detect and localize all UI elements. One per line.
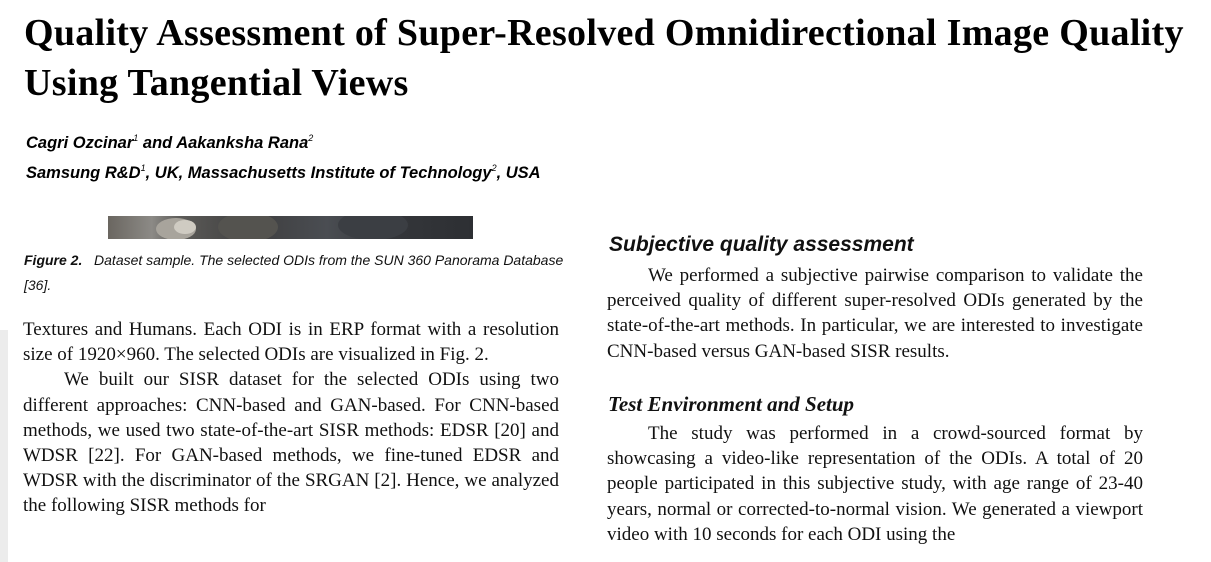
section-heading: Subjective quality assessment	[609, 233, 914, 256]
author-name: Aakanksha Rana	[176, 134, 309, 152]
figure-label: Figure 2.	[24, 252, 83, 268]
body-paragraph: We built our SISR dataset for the selected ODIs using two different approaches: CNN-based and GAN-based. For CNN-based methods, we used two state-of-the-art SISR methods: EDSR [20] and WDSR [22]. For GAN-based methods, we fine-tuned EDSR and WDSR with the discriminator of the SRGAN [2]. Hence, we analyzed the following SISR methods for	[23, 369, 559, 517]
page-gutter	[0, 330, 8, 562]
body-paragraph: Textures and Humans. Each ODI is in ERP format with a resolution size of 1920×960. The selected ODIs are visualized in Fig. 2.	[23, 319, 559, 366]
author-conjunction: and	[138, 134, 177, 152]
right-column	[607, 263, 1143, 364]
figure-caption	[24, 248, 564, 298]
author-name: Cagri Ozcinar	[26, 134, 134, 152]
body-paragraph: The study was performed in a crowd-sourced format by showcasing a video-like representation of the ODIs. A total of 20 people participated in this subjective study, with age range of 23-40 years, normal or corrected-to-normal vision. We generated a viewport video with 10 seconds for each ODI using the	[607, 423, 1143, 545]
affiliation-mark: 1	[140, 163, 146, 173]
left-column	[23, 317, 559, 519]
affiliation-mark: 2	[491, 163, 497, 173]
author-line	[26, 126, 826, 156]
body-paragraph: We performed a subjective pairwise comparison to validate the perceived quality of different super-resolved ODIs generated by the state-of-the-art methods. In particular, we are interested to investigate CNN-based versus GAN-based SISR results.	[607, 265, 1143, 362]
affiliation-name: , UK, Massachusetts Institute of Technology	[145, 164, 492, 182]
affiliation-country: , USA	[496, 164, 541, 182]
affiliation-mark: 1	[133, 133, 139, 143]
author-block	[26, 126, 826, 186]
right-column-continued	[607, 421, 1143, 547]
affiliation-name: Samsung R&D	[26, 164, 141, 182]
figure-image	[108, 216, 473, 239]
affiliation-line	[26, 156, 826, 186]
subsection-heading: Test Environment and Setup	[608, 392, 855, 416]
affiliation-mark: 2	[308, 133, 314, 143]
paper-title: Quality Assessment of Super-Resolved Omnidirectional Image Quality Using Tangential Views	[24, 12, 1184, 104]
figure-caption-text: Dataset sample. The selected ODIs from the SUN 360 Panorama Database [36].	[24, 252, 564, 293]
